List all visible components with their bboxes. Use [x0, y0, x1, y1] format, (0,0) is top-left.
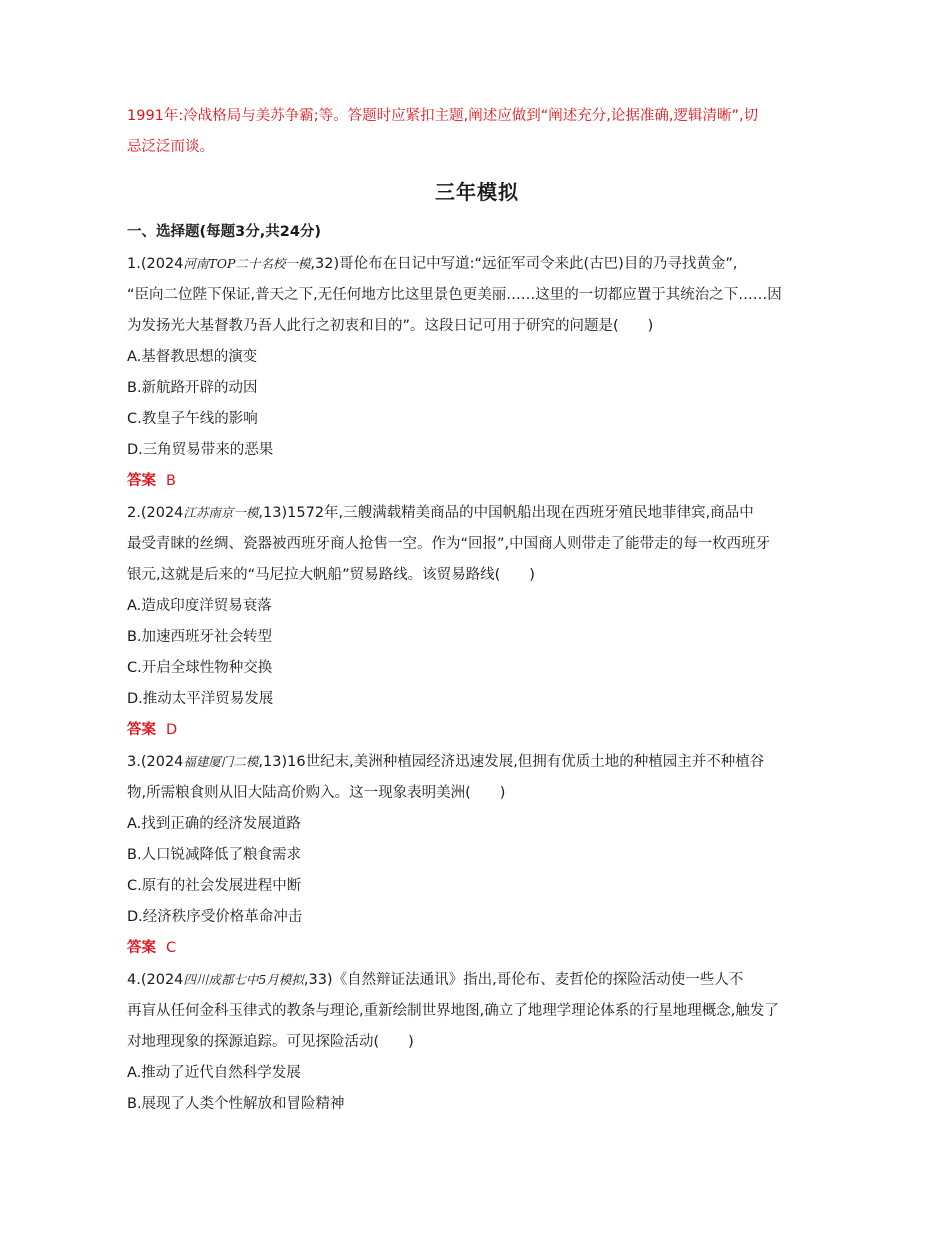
option-a: A.找到正确的经济发展道路 — [127, 816, 301, 832]
answer-line — [127, 466, 827, 497]
page-content — [127, 101, 827, 1120]
answer-line — [127, 933, 827, 964]
option-d: D.推动太平洋贸易发展 — [127, 691, 274, 707]
answer-label: 答案 — [127, 940, 156, 956]
question-stem-first-line — [127, 248, 827, 280]
option-b: B.新航路开辟的动因 — [127, 380, 258, 396]
question-number: 3.(2024 — [127, 754, 184, 770]
page-title: 三年模拟 — [435, 180, 519, 204]
option-d: D.三角贸易带来的恶果 — [127, 442, 274, 458]
intro-line-1: 1991年:冷战格局与美苏争霸;等。答题时应紧扣主题,阐述应做到“阐述充分,论据准确,逻辑清晰”,切 — [127, 108, 759, 124]
option-a: A.推动了近代自然科学发展 — [127, 1065, 301, 1081]
question-stem-line: 物,所需粮食则从旧大陆高价购入。这一现象表明美洲( ) — [127, 785, 506, 801]
question-source: 河南TOP二十名校一模 — [183, 256, 311, 271]
question-stem-text: ,13)1572年,三艘满载精美商品的中国帆船出现在西班牙殖民地菲律宾,商品中 — [258, 505, 754, 521]
answer-value: B — [166, 473, 176, 489]
option-b: B.展现了人类个性解放和冒险精神 — [127, 1096, 345, 1112]
option-c: C.开启全球性物种交换 — [127, 660, 273, 676]
question-stem-line: 银元,这就是后来的“马尼拉大帆船”贸易路线。该贸易路线( ) — [127, 567, 535, 583]
section-heading: 一、选择题(每题3分,共24分) — [127, 224, 322, 240]
question-number: 4.(2024 — [127, 972, 184, 988]
question-stem-line: 再盲从任何金科玉律式的教条与理论,重新绘制世界地图,确立了地理学理论体系的行星地理概念,触发了 — [127, 1003, 779, 1019]
answer-label: 答案 — [127, 473, 156, 489]
option-c: C.原有的社会发展进程中断 — [127, 878, 302, 894]
question-1 — [127, 248, 827, 497]
question-number: 2.(2024 — [127, 505, 184, 521]
option-b: B.人口锐减降低了粮食需求 — [127, 847, 302, 863]
option-c: C.教皇子午线的影响 — [127, 411, 258, 427]
question-source: 四川成都七中5月模拟 — [183, 972, 304, 987]
question-stem-first-line — [127, 964, 827, 996]
question-stem-text: ,32)哥伦布在日记中写道:“远征军司令来此(古巴)目的乃寻找黄金”, — [310, 256, 738, 272]
question-stem-line: 对地理现象的探源追踪。可见探险活动( ) — [127, 1034, 414, 1050]
question-3 — [127, 746, 827, 964]
intro-line-2: 忌泛泛而谈。 — [127, 139, 214, 155]
question-stem-line: “臣向二位陛下保证,普天之下,无任何地方比这里景色更美丽……这里的一切都应置于其统治之下……因 — [127, 287, 782, 303]
question-stem-first-line — [127, 746, 827, 778]
question-stem-first-line — [127, 497, 827, 529]
answer-label: 答案 — [127, 722, 156, 738]
answer-value: C — [166, 940, 177, 956]
answer-value: D — [166, 722, 178, 738]
option-a: A.造成印度洋贸易衰落 — [127, 598, 272, 614]
question-number: 1.(2024 — [127, 256, 184, 272]
answer-line — [127, 715, 827, 746]
question-4 — [127, 964, 827, 1120]
question-stem-line: 最受青睐的丝绸、瓷器被西班牙商人抢售一空。作为“回报”,中国商人则带走了能带走的每一枚西班牙 — [127, 536, 771, 552]
option-b: B.加速西班牙社会转型 — [127, 629, 273, 645]
question-stem-text: ,13)16世纪末,美洲种植园经济迅速发展,但拥有优质土地的种植园主并不种植谷 — [258, 754, 765, 770]
question-source: 福建厦门二模 — [183, 754, 259, 769]
question-source: 江苏南京一模 — [183, 505, 259, 520]
question-2 — [127, 497, 827, 746]
question-stem-line: 为发扬光大基督教乃吾人此行之初衷和目的”。这段日记可用于研究的问题是( ) — [127, 318, 654, 334]
option-a: A.基督教思想的演变 — [127, 349, 258, 365]
question-stem-text: ,33)《自然辩证法通讯》指出,哥伦布、麦哲伦的探险活动使一些人不 — [303, 972, 744, 988]
option-d: D.经济秩序受价格革命冲击 — [127, 909, 303, 925]
